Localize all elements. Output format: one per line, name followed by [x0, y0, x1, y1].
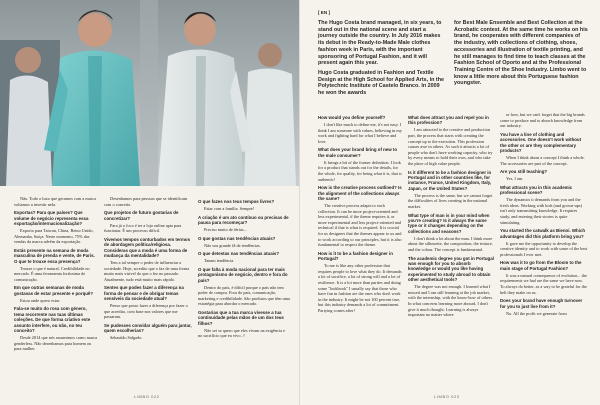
- interview-answer: Sebastião Salgado.: [110, 335, 143, 341]
- interview-question: What attracts you in this academic professional scene?: [500, 184, 573, 196]
- interview-answer: Dentro do país, é difícil porque o país não tem poder de compra. Fora do país, comunicação, marketing e credibilidade. São produtos que têm uma estratégia para abordar o mercado.: [198, 284, 290, 307]
- interview-answer: Tem a tal sempre o poder de influenciar a sociedade. Hoje, acredito que o faz de uma forma muito mais visível do que o fez no passado. Atualmente, tudo está muito mais rápido.: [104, 260, 190, 282]
- intro-paragraph: The Hugo Costa brand managed, in six years, to stand out in the national scene and start a journey outside the country. In July 2016 makes its debut in the Ready-to-Made Male clothes fashion week in Paris, with the important sponsoring of Portugal Fashion, and it will present again this year.: [318, 20, 442, 67]
- interview-answer: Yes, I am.: [506, 176, 524, 182]
- interview-question: How is the creative process outlined? Is the alignment of the collections always the same?: [318, 185, 402, 201]
- left-column-3: [198, 196, 290, 342]
- interview-question: Estás presente na semana de moda masculina de prenda e vente, de Paris. O que te trouxe essa presença?: [14, 247, 95, 264]
- interview-question: Gostarias que a tua marca vivesse a tua continuidade pelas mãos de um dos teus filhos?: [198, 309, 284, 326]
- intro-paragraph: Hugo Costa graduated in Fashion and Textile Design at the High School for Applied Arts, in the Polytechnic Institute of Castelo Branco. In 2009 he won the awards: [318, 69, 444, 97]
- interview-question: Em que outras semanas de moda gostavas de estar presente e porquê?: [14, 285, 94, 296]
- interview-answer: It was a natural consequence of evolution... the requirements we had are the same we have now. To always do better, as a way to be grateful for the belt they make on us.: [500, 272, 587, 295]
- editorial-photo: [0, 0, 300, 186]
- right-folio: LIMBO 023: [434, 394, 460, 399]
- left-column-2: [104, 196, 192, 344]
- interview-question: The academic degree you got in Portugal was enough for you to absorb knowledge or would you like having experimented to study abroad to obtain other aesthetical tools?: [408, 255, 494, 283]
- interview-answer: or how, but we can't forget that the big brands come to produce and to absorb knowledge from our industry.: [500, 112, 585, 129]
- interview-question: How would you define yourself?: [318, 115, 386, 120]
- right-page: [300, 0, 600, 405]
- interview-answer: The creative process adapts to each collection. It can be more project-oriented and less experimental, if the theme requires it, or more experimental and less project-oriented and technical if that is what is required. It is crucial for us designers that the themes appear to us and to work according to our principles, but it is also fundamental to respect the theme.: [318, 202, 402, 248]
- interview-answer: Tanam tendência.: [204, 258, 235, 264]
- interview-question: Que projetos de futuro gostarias de concretizar?: [104, 210, 179, 221]
- interview-answer: The degree was not enough. I learned what I missed and I am still learning at the job market, with the internship, with the know-how of others. In what concerns learning more abroad, I don't give it much thought. Learning is always important no matter where: [408, 284, 494, 318]
- interview-answer: Para já o foco é ter a loja online apta para funcionar. É um processo difícil.: [104, 222, 182, 234]
- interview-question: How was it to go from the Bloom to the main stage of Portugal Fashion?: [500, 260, 582, 271]
- right-column-1: [318, 112, 402, 316]
- interview-question: Are you still teaching?: [500, 169, 548, 175]
- interview-answer: Exporto para Taiwan, China, Reino Unido, Alemanha, Suíça. Neste momento, 75% das vendas da marca advêm da exportação.: [14, 228, 94, 245]
- interview-question: What does attract you and repel you in this profession?: [408, 115, 489, 126]
- interview-question: What does your brand bring of new to the male consumer?: [318, 147, 398, 158]
- interview-answer: The process is the same, but we cannot forget the difficulties of lives creating in the national market.: [408, 192, 493, 209]
- interview-question: O que falta à moda nacional para ter mais protagonismo de negócio, dentro e fora do país?: [198, 266, 288, 283]
- intro-column-1: [318, 20, 446, 100]
- interview-answer: Penso que posso fazer a diferença por fazer o que acredito, com base nos valores que me passaram.: [104, 303, 188, 320]
- right-column-2: [408, 112, 494, 320]
- interview-question: Is it different to be a fashion designer in Portugal and in other countries like, for instance, France, United Kingdom, Italy, Japan, or the United States?: [408, 169, 492, 191]
- intro-column-2: [454, 20, 588, 90]
- interview-answer: It gave me the opportunity to develop the creative identity and to work with some of the best professionals I ever met.: [500, 240, 588, 257]
- interview-question: Se pudesses convidar alguém para jantar, quem escolherias?: [104, 322, 192, 334]
- interview-question: What type of man is in your mind when you're creating? Is it always the same type or it changes depending on the collections and seasons?: [408, 212, 490, 234]
- interview-answer: I am attracted to the creative and production part, the process that starts with creating the concept up to the execution. This profession causes awe in others. As such it attracts a lot of people who don't have working capacity, who try by every means to hold their own, and who take the place of high value people.: [408, 127, 493, 166]
- interview-question: You started the catwalk as Bienni. Which advantages did this platform bring you?: [500, 228, 586, 239]
- interview-answer: Estou onde quero estar.: [20, 297, 61, 303]
- interview-answer: When I think about a concept I think a whole. The accessories are part of the concept.: [500, 155, 585, 166]
- interview-answer: No. All the profit we generate from: [506, 310, 567, 316]
- interview-answer: Desenhamos para pessoas que se identificam com o conceito.: [104, 196, 188, 207]
- interview-answer: I don't like much to define me, it's not easy. I think I am someone with values, believing in my work and fighting hard for what I believe and love.: [318, 122, 402, 144]
- left-column-1: [14, 196, 98, 354]
- interview-answer: Não sei se quero que eles vivam na exigência e no sacrifício que eu vivo. //: [198, 327, 286, 339]
- language-tag: [ EN ]: [318, 10, 330, 15]
- interview-answer: It brings a bit of the former definition. I look for a product that stands out for the details, for the whole, for quality, for being what it is, that is authentic!: [318, 159, 402, 182]
- intro-paragraph: for Best Male Ensemble and Best Collection at the Acrobatic contest. At the same time he works on his brand, he cooperates with different companies of the industry, with collections of clothing, shoes, accessories and illustration of textile printing, and he still manages to find time to teach classes at the Fashion School of Oporto and at the Professional Training Centre of the Shoe Industry. Limbo went to know a little more about this Portuguese fashion youngster.: [454, 20, 588, 87]
- interview-question: O que fazes nos teus tempos livres?: [198, 199, 275, 204]
- interview-question: O que gostas nas tendências atuais?: [198, 235, 276, 241]
- interview-answer: The dynamics it demands from you and the fresh ideas. Working with kids (and grown-ups) isn't only transmitting knowledge. It requires study, and entering their stories is quite stimulating.: [500, 197, 583, 225]
- interview-question: Vivemos tempos conturbados em termos de abordagem política/religiosa. Consideras que a moda é uma forma de mudança da mentalidade?: [104, 236, 191, 258]
- left-folio: LIMBO 022: [134, 394, 160, 399]
- interview-answer: Desde 2014 que nós assumimos como marca genderless. Não desenhamos para homem ou para mulher.: [14, 335, 98, 352]
- interview-answer: Estar com a família. Sempre!: [204, 206, 255, 211]
- interview-question: A criação é um ato contínuo ou precisas de pausa para recomeçar?: [198, 214, 289, 225]
- interview-answer: Preciso muito de férias...: [204, 227, 247, 232]
- interview-answer: Não sou grande fã de tendências.: [204, 242, 261, 248]
- interview-question: Does your brand have enough turnover for you to just live from it?: [500, 298, 583, 309]
- interview-answer: I don't think a lot about the man. I think more about the silhouette, the composition, the texture, and the colour. The concept is fundamental.: [408, 235, 493, 252]
- interview-question: Exportas? Para que países? Que volume de negócio representa essa exportação/internacionalização?: [14, 210, 89, 226]
- interview-answer: To me is like any other profession that requires people to love what they do. It demands a lot of sacrifice, a lot of strong will and a lot of resilience. It is a lot more than parties and doing some "lookbook" I usually say that those who have fun in fashion are the ones who don't work in the industry. It might be not 100 percent true, but this industry demands a lot of commitment. Partying comes after!: [318, 263, 402, 313]
- interview-answer: Não. Todo o luxo que geramos com a marca voltamos a investir nela.: [14, 196, 96, 207]
- photo-illustration: [0, 0, 300, 186]
- interview-question: You have a line of clothing and accessories. One doesn't work without the other or are they complementary products?: [500, 131, 582, 153]
- interview-question: How is it to be a fashion designer in Portugal?: [318, 250, 393, 262]
- interview-question: O que detestas nas tendências atuais?: [198, 251, 280, 257]
- interview-question: Fala-se muito do rosa com género, tema recorrente nas tuas últimas coleções. De que forma criativo este assunto interfere, ou não, no teu conceito?: [14, 306, 91, 333]
- interview-question: Sentes que podes fazer a diferença na forma de pensar e de obrigar temas sensíveis da sociedade atual?: [104, 285, 184, 302]
- right-column-3: [500, 112, 588, 319]
- interview-answer: Trouxe o que é natural. Credibilidade no mercado. É uma ferramenta fortíssima de comunicação.: [14, 265, 90, 282]
